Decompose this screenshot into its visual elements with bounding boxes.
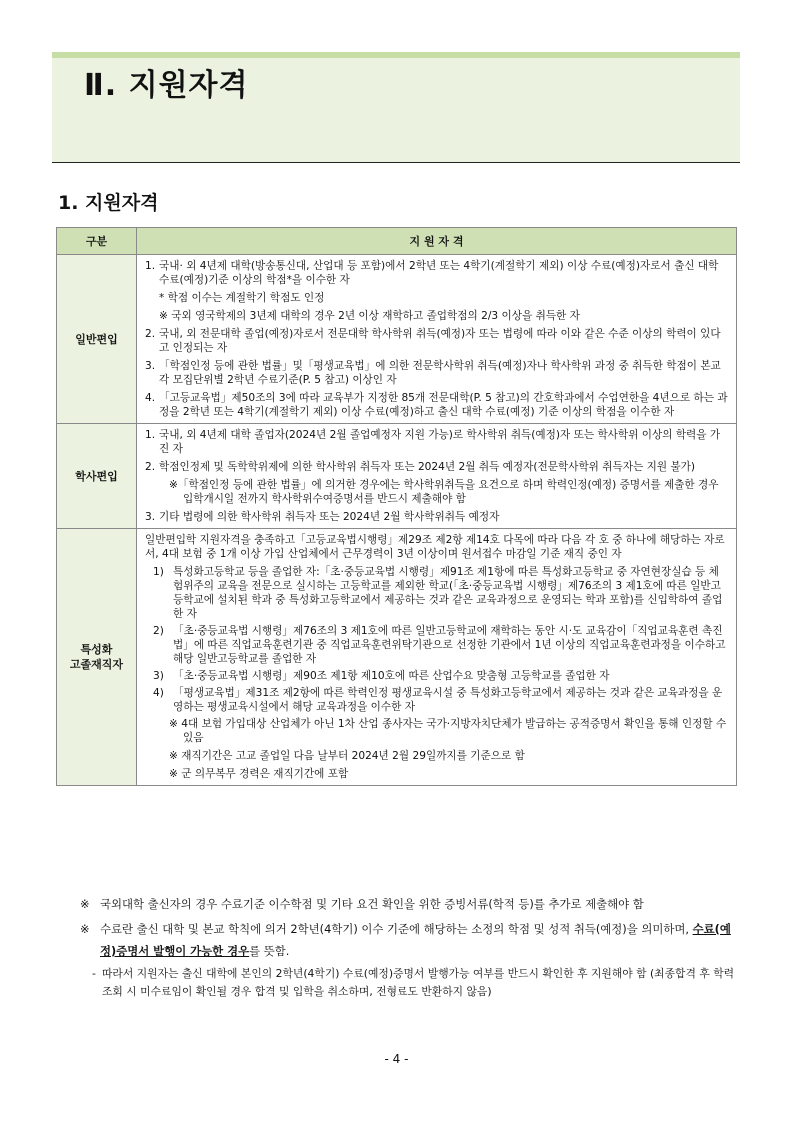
header-category: 구분 [57,228,137,255]
category-bachelor: 학사편입 [57,424,137,529]
table-row-specialized [57,529,737,786]
list-item: 1. 국내, 외 4년제 대학 졸업자(2024년 2월 졸업예정자 지원 가능)로 학사학위 취득(예정)자 또는 학사학위 이상의 학력을 가진 자 [145,429,721,455]
list-item: 1) 특성화고등학교 등을 졸업한 자:「초·중등교육법 시행령」제91조 제1항에 따른 특성화고등학교 중 자연현장실습 등 체험위주의 교육을 전문으로 실시하는 고등학교를 제외한 학교(「초·중등교육법 시행령」제76조의 3 제1호에 따른 일반고등학교에 설치된 학과 중 특성화고등학교에서 제공하는 것과 같은 교육과정으로 운영되는 학과 포함)를 신입학하여 졸업한 자 [153,566,723,620]
table-row-general [57,255,737,424]
list-item: 3) 「초·중등교육법 시행령」제90조 제1항 제10호에 따른 산업수요 맞춤형 고등학교를 졸업한 자 [153,670,610,682]
list-item: 3. 「학점인정 등에 관한 법률」및「평생교육법」에 의한 전문학사학위 취득(예정)자나 학사학위 과정 중 취득한 학점이 본교 각 모집단위별 2학년 수료기준(P. 5 참고) 이상인 자 [145,360,721,386]
content-general [137,255,737,424]
list-item: 4) 「평생교육법」제31조 제2항에 따른 학력인정 평생교육시설 중 특성화고등학교에서 제공하는 것과 같은 교육과정을 운영하는 평생교육시설에서 해당 교육과정을 이수한 자 [153,687,723,713]
list-item: 2. 국내, 외 전문대학 졸업(예정)자로서 전문대학 학사학위 취득(예정)자 또는 법령에 따라 이와 같은 수준 이상의 학력이 있다고 인정되는 자 [145,328,721,354]
content-specialized [137,529,737,786]
list-item: 2) 「초·중등교육법 시행령」제76조의 3 제1호에 따른 일반고등학교에 재학하는 동안 시·도 교육감이「직업교육훈련 촉진법」에 따른 직업교육훈련기관 중 직업교육훈련위탁기관으로 선정한 기관에서 1년 이상의 직업교육훈련과정을 이수하고 해당 일반고등학교를 졸업한 자 [153,625,726,665]
list-item: 2. 학점인정제 및 독학학위제에 의한 학사학위 취득자 또는 2024년 2월 취득 예정자(전문학사학위 취득자는 지원 불가) [145,461,696,473]
list-note: ※「학점인정 등에 관한 법률」에 의거한 경우에는 학사학위취득을 요건으로 하며 학력인정(예정) 증명서를 제출한 경우 입학개시일 전까지 학사학위수여증명서를 반드시 제출해야 함 [169,479,719,505]
note-foreign-university: ※ 국외대학 출신자의 경우 수료기준 이수학점 및 기타 요건 확인을 위한 증빙서류(학적 등)를 추가로 제출해야 함 [80,897,644,911]
list-note: ※ 4대 보험 가입대상 산업체가 아닌 1차 산업 종사자는 국가·지방자치단체가 발급하는 공적증명서 확인을 통해 인정할 수 있음 [169,718,727,744]
chapter-title: Ⅱ. 지원자격 [84,68,249,103]
chapter-header [52,58,740,163]
list-item: 1. 국내· 외 4년제 대학(방송통신대, 산업대 등 포함)에서 2학년 또는 4학기(계절학기 제외) 이상 수료(예정)자로서 출신 대학 수료(예정)기준 이상의 학점*을 이수한 자 [145,260,719,286]
qualification-table [56,227,737,786]
after-table-notes [80,893,740,1001]
category-specialized: 특성화 고졸재직자 [57,529,137,786]
emphasis-text: 수료(예정)증명서 발행이 가능한 경우 [100,922,731,958]
list-note: ※ 국외 영국학제의 3년제 대학의 경우 2년 이상 재학하고 졸업학점의 2/3 이상을 취득한 자 [159,310,580,322]
list-note: ※ 군 의무복무 경력은 재직기간에 포함 [169,768,349,780]
section-title: 1. 지원자격 [58,192,159,214]
specialized-intro: 일반편입학 지원자격을 충족하고「고등교육법시행령」제29조 제2항 제14호 다목에 따라 다음 각 호 중 하나에 해당하는 자로서, 4대 보험 중 1개 이상 가입 산업체에서 근무경력이 3년 이상이며 원서접수 마감일 기준 재직 중인 자 [145,534,725,560]
list-item: 4. 「고등교육법」제50조의 3에 따라 교육부가 지정한 85개 전문대학(P. 5 참고)의 간호학과에서 수업연한을 4년으로 하는 과정을 2학년 또는 4학기(계절학기 제외) 이상 수료(예정)하고 출신 대학 수료(예정) 기준 이상의 학점을 이수한 자 [145,392,728,418]
list-note: ※ 재직기간은 고교 졸업일 다음 날부터 2024년 2월 29일까지를 기준으로 함 [169,750,525,762]
category-general: 일반편입 [57,255,137,424]
header-qualification: 지 원 자 격 [137,228,737,255]
table-header-row [57,228,737,255]
content-bachelor [137,424,737,529]
page-number: - 4 - [384,1052,409,1066]
table-row-bachelor [57,424,737,529]
list-item: 3. 기타 법령에 의한 학사학위 취득자 또는 2024년 2월 학사학위취득 예정자 [145,511,500,523]
note-completion-definition: ※ 수료란 출신 대학 및 본교 학칙에 의거 2학년(4학기) 이수 기준에 해당하는 소정의 학점 및 성적 취득(예정)을 의미하며, 수료(예정)증명서 발행이 가능한 경우를 뜻함. [80,922,731,958]
note-verify-certificate: - 따라서 지원자는 출신 대학에 본인의 2학년(4학기) 수료(예정)증명서 발행가능 여부를 반드시 확인한 후 지원해야 함 (최종합격 후 학력조회 시 미수료임이 확인될 경우 합격 및 입학을 취소하며, 전형료도 반환하지 않음) [92,967,735,998]
list-note: * 학점 이수는 계절학기 학점도 인정 [159,292,325,304]
